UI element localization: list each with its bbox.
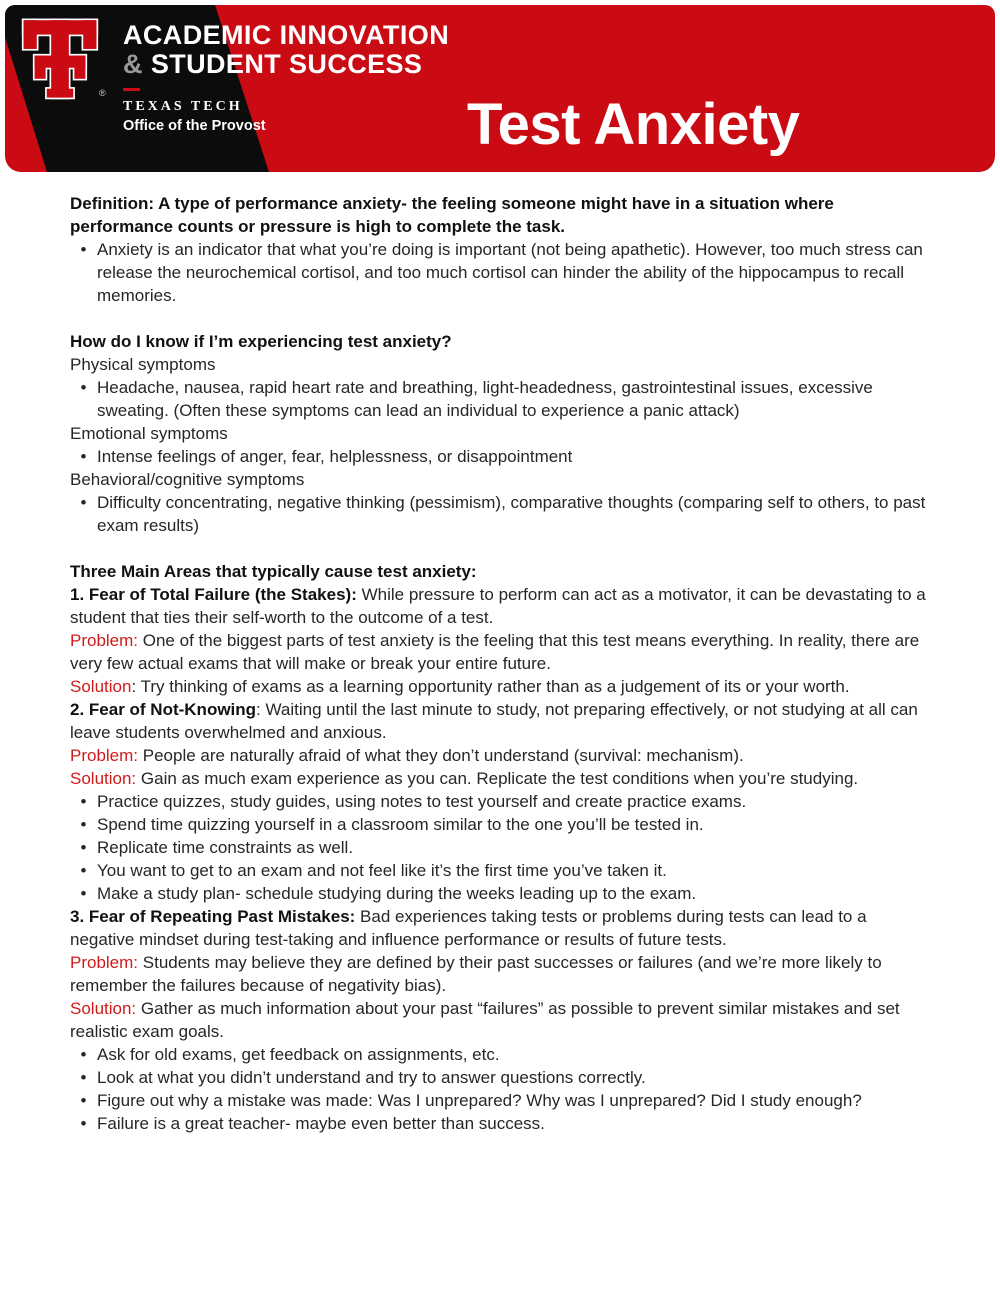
spacer (70, 537, 932, 560)
texas-tech-wordmark: TEXAS TECH (123, 99, 243, 114)
solution-line: Solution: Gain as much exam experience as you can. Replicate the test conditions when you’re studying. (70, 769, 859, 788)
red-dash-divider (123, 88, 140, 91)
problem-line: Problem: Students may believe they are defined by their past successes or failures (and we’re more likely to remember the failures because of negativity bias). (70, 953, 882, 995)
org-wordmark-block (123, 21, 449, 134)
problem-line: Problem: People are naturally afraid of what they don’t understand (survival: mechanism). (70, 746, 744, 765)
problem-line: Problem: One of the biggest parts of test anxiety is the feeling that this test means everything. In reality, there are very few actual exams that will make or break your entire future. (70, 631, 920, 673)
numbered-point-3: 3. Fear of Repeating Past Mistakes: Bad experiences taking tests or problems during tests can lead to a negative mindset during test-taking and influence performance or results of future tests. (70, 907, 867, 949)
bullet-item: • Look at what you didn’t understand and try to answer questions correctly. (70, 1066, 932, 1089)
bullet-item: • Failure is a great teacher- maybe even better than success. (70, 1112, 932, 1135)
document-body (70, 192, 932, 1135)
bullet-item: • Figure out why a mistake was made: Was I unprepared? Why was I unprepared? Did I study enough? (70, 1089, 932, 1112)
bullet-item: • Ask for old exams, get feedback on assignments, etc. (70, 1043, 932, 1066)
org-name-line1: ACADEMIC INNOVATION (123, 20, 450, 50)
numbered-point-1: 1. Fear of Total Failure (the Stakes): While pressure to perform can act as a motivator, it can be devastating to a student that ties their self-worth to the outcome of a test. (70, 585, 926, 627)
bullet-item: • Spend time quizzing yourself in a classroom similar to the one you’ll be tested in. (70, 813, 932, 836)
header-banner (5, 5, 995, 172)
bullet-item: • Make a study plan- schedule studying during the weeks leading up to the exam. (70, 882, 932, 905)
bullet-item: • Replicate time constraints as well. (70, 836, 932, 859)
office-of-the-provost-label: Office of the Provost (123, 118, 266, 134)
subheading-behavioral: Behavioral/cognitive symptoms (70, 470, 305, 489)
solution-line: Solution: Try thinking of exams as a learning opportunity rather than as a judgement of its or your worth. (70, 677, 850, 696)
bullet-item: • Headache, nausea, rapid heart rate and breathing, light-headedness, gastrointestinal issues, excessive sweating. (Often these symptoms can lead an individual to experience a panic attack) (70, 376, 932, 422)
section-heading: How do I know if I’m experiencing test anxiety? (70, 332, 452, 351)
bullet-item: • You want to get to an exam and not feel like it’s the first time you’ve taken it. (70, 859, 932, 882)
org-name-line2 (123, 50, 449, 79)
bullet-item: • Intense feelings of anger, fear, helplessness, or disappointment (70, 445, 932, 468)
spacer (70, 307, 932, 330)
org-name-line2-text: STUDENT SUCCESS (150, 49, 423, 79)
registered-trademark-symbol: ® (99, 88, 106, 98)
bullet-item: • Anxiety is an indicator that what you’re doing is important (not being apathetic). However, too much stress can release the neurochemical cortisol, and too much cortisol can hinder the ability of the hippocampus to recall memories. (70, 238, 932, 307)
subheading-physical: Physical symptoms (70, 355, 216, 374)
page-title: Test Anxiety (467, 92, 800, 157)
definition-paragraph: Definition: A type of performance anxiety- the feeling someone might have in a situation where performance counts or pressure is high to complete the task. (70, 194, 834, 236)
numbered-point-2: 2. Fear of Not-Knowing: Waiting until the last minute to study, not preparing effectively, or not studying at all can leave students overwhelmed and anxious. (70, 700, 918, 742)
solution-line: Solution: Gather as much information about your past “failures” as possible to prevent similar mistakes and set realistic exam goals. (70, 999, 900, 1041)
bullet-item: • Difficulty concentrating, negative thinking (pessimism), comparative thoughts (comparing self to others, to past exam results) (70, 491, 932, 537)
texas-tech-double-t-icon (21, 18, 99, 102)
section-heading: Three Main Areas that typically cause test anxiety: (70, 562, 477, 581)
bullet-item: • Practice quizzes, study guides, using notes to test yourself and create practice exams. (70, 790, 932, 813)
subheading-emotional: Emotional symptoms (70, 424, 228, 443)
ampersand: & (123, 49, 143, 79)
